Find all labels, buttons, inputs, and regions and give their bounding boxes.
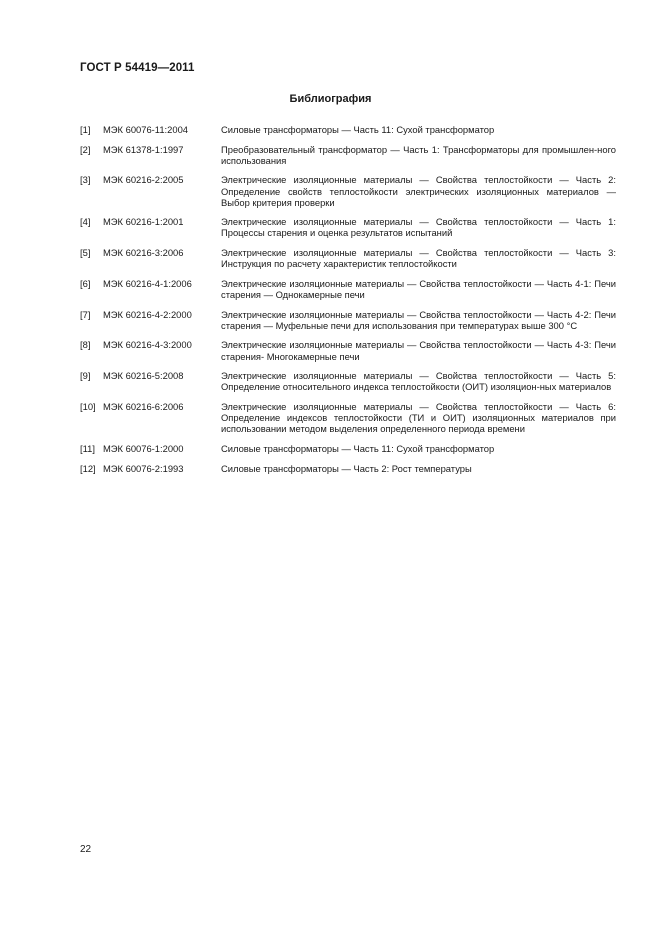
entry-code: МЭК 60216-1:2001 [103, 216, 184, 228]
bibliography-list [80, 124, 616, 482]
bibliography-entry [80, 124, 616, 135]
entry-number: [7] [80, 308, 91, 320]
entry-code: МЭК 60076-11:2004 [103, 124, 188, 135]
bibliography-entry [80, 247, 616, 269]
entry-code: МЭК 60216-4-1:2006 [103, 277, 192, 289]
bibliography-entry [80, 216, 616, 238]
entry-title: Электрические изоляционные материалы — Свойства теплостойкости — Часть 6: Определение индексов теплостойкости (ТИ и ОИТ) изоляционных материалов при использовании методом выделения определенного периода времени [221, 401, 616, 435]
page-number: 22 [80, 844, 92, 855]
bibliography-title: Библиография [289, 93, 372, 105]
entry-title: Электрические изоляционные материалы — Свойства теплостойкости — Часть 1: Процессы старения и оценка результатов испытаний [221, 216, 616, 239]
entry-code: МЭК 60216-6:2006 [103, 401, 184, 413]
entry-title: Электрические изоляционные материалы — Свойства теплостойкости — Часть 4-2: Печи старения — Муфельные печи для использования при температурах выше 300 °С [221, 308, 616, 331]
bibliography-entry [80, 174, 616, 207]
bibliography-entry [80, 463, 616, 474]
entry-code: МЭК 60076-1:2000 [103, 442, 184, 454]
entry-title: Силовые трансформаторы — Часть 11: Сухой трансформатор [221, 442, 495, 454]
entry-number: [9] [80, 370, 91, 382]
entry-title: Электрические изоляционные материалы — Свойства теплостойкости — Часть 4-3: Печи старения- Многокамерные печи [221, 339, 616, 362]
bibliography-entry [80, 443, 616, 454]
entry-title: Преобразовательный трансформатор — Часть 1: Трансформаторы для промышлен-ного использования [221, 143, 616, 166]
entry-number: [4] [80, 216, 91, 228]
bibliography-entry [80, 144, 616, 166]
entry-title: Электрические изоляционные материалы — Свойства теплостойкости — Часть 3: Инструкция по расчету характеристик теплостойкости [221, 247, 616, 270]
entry-number: [10] [80, 401, 96, 413]
entry-number: [5] [80, 247, 91, 259]
entry-title: Силовые трансформаторы — Часть 2: Рост температуры [221, 462, 472, 474]
bibliography-entry [80, 370, 616, 392]
entry-code: МЭК 61378-1:1997 [103, 143, 184, 155]
bibliography-entry [80, 309, 616, 331]
entry-code: МЭК 60216-4-3:2000 [103, 339, 192, 351]
entry-number: [11] [80, 442, 95, 454]
entry-code: МЭК 60216-4-2:2000 [103, 308, 192, 320]
entry-code: МЭК 60216-5:2008 [103, 370, 184, 382]
entry-title: Электрические изоляционные материалы — Свойства теплостойкости — Часть 2: Определение свойств теплостойкости электрических изоляционных материалов — Выбор критерия проверки [221, 174, 616, 208]
entry-title: Электрические изоляционные материалы — Свойства теплостойкости — Часть 4-1: Печи старения — Однокамерные печи [221, 277, 616, 300]
entry-number: [12] [80, 462, 96, 474]
bibliography-entry [80, 401, 616, 434]
entry-number: [2] [80, 143, 91, 155]
entry-number: [8] [80, 339, 91, 351]
entry-code: МЭК 60216-2:2005 [103, 174, 184, 186]
entry-number: [6] [80, 277, 91, 289]
entry-code: МЭК 60076-2:1993 [103, 462, 184, 474]
document-header: ГОСТ Р 54419—2011 [80, 62, 195, 74]
entry-title: Электрические изоляционные материалы — Свойства теплостойкости — Часть 5: Определение относительного индекса теплостойкости (ОИТ) изоляцион-ных материалов [221, 370, 616, 393]
entry-title: Силовые трансформаторы — Часть 11: Сухой трансформатор [221, 124, 495, 135]
entry-code: МЭК 60216-3:2006 [103, 247, 184, 259]
bibliography-entry [80, 339, 616, 361]
entry-number: [1] [80, 124, 91, 135]
bibliography-entry [80, 278, 616, 300]
entry-number: [3] [80, 174, 91, 186]
